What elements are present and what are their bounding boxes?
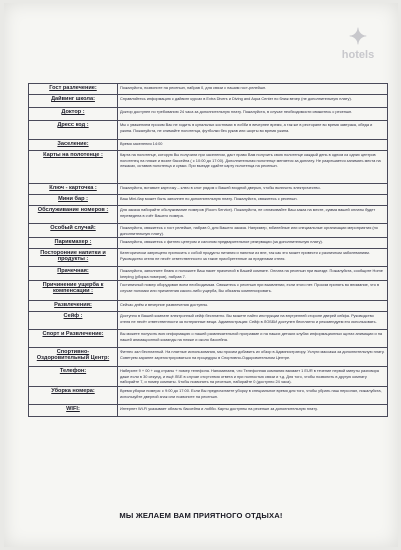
info-row	[29, 108, 388, 121]
info-row	[29, 301, 388, 312]
row-description: Категорически запрещено приносить с собой продукты питания и напитки из вне, так как это может привести к различным заболеваниям. Руководство отеля не несёт ответственности за такие приобретенные за пределами отеля.	[118, 249, 388, 267]
row-label: Ключ - карточка :	[29, 184, 118, 195]
info-row	[29, 405, 388, 417]
row-description: Пожалуйста, свяжитесь с фитнес центром и салоном предварительное резервации (за дополнительную плату).	[118, 238, 388, 249]
row-description: Мы с уважением просим Вас не ходить в купальных костюмах в лобби в вечернее время, а так же в ресторане во время завтрака, обеда и ужина. Пожалуйста, не снимайте полотенца, футболки без рукав или шорты во время ужина.	[118, 121, 388, 140]
row-description: Гостиничный номер оборудован всем необходимым. Свяжитесь с ресепшн при выявлении, если этого нет. Просим принять во внимание, что в случае поломки или причинения какого-либо ущерба, Вы обязаны компенсировать.	[118, 281, 388, 301]
closing-message: МЫ ЖЕЛАЕМ ВАМ ПРИЯТНОГО ОТДЫХА!	[119, 511, 283, 520]
row-description: Доступно в Вашей комнате электронный сейф бесплатно. Вы можете найти инструкции на внутренней стороне дверей сейфа. Руководство отеля не несёт ответственности за потерянные вещи. Администрация: Сейф в ЛОББИ доступен бесплатно и рекомендуем его использовать.	[118, 312, 388, 330]
row-label: Дресс код :	[29, 121, 118, 140]
logo-mark-icon: ✦	[348, 24, 368, 49]
row-label: Мини бар :	[29, 195, 118, 206]
info-row	[29, 184, 388, 195]
info-row	[29, 238, 388, 249]
row-description: Пожалуйста, вставьте карточку – ключ в слот рядом с Вашей входной дверью, чтобы включить электричество.	[118, 184, 388, 195]
row-label: Причинение ущерба к компенсации :	[29, 281, 118, 301]
info-row	[29, 281, 388, 301]
row-label: Дайвинг школа:	[29, 95, 118, 108]
row-description: Наберите 9 + 00 + код страны + номер телефона. Напоминаем, что Телефонная компания взимает 1 EUR в течение первой минуты разговора даже если в 30 секунд, и ещё ЛБЕ в случае отсутствия ответа и при полностью связи и т.д. Для того, чтобы позвонить в другую комнату набирайте 7, и номер комнаты. Чтобы позвонить на ресепшн, набирайте 0 (доступно 24 часа).	[118, 367, 388, 387]
row-description: Время уборки номера: с 9:00 до 17:00. Если Вы предпочитаете уборку в специальное время для того, чтобы убрать наш персонал, пожалуйста, используйте дверной знак или позвоните на ресепшн.	[118, 387, 388, 405]
row-description: Справляйтесь информацию с дайвинг курсах в Extra Divers и Diving and Aqua Center по ближ вечер (не дополнительную плату).	[118, 95, 388, 108]
hotel-info-table	[28, 83, 388, 417]
info-row	[29, 95, 388, 108]
row-label: Спортивно-Оздоровительный Центр:	[29, 348, 118, 367]
row-description: Фитнес зал бесплатный. На платные использования, мы просим добавить их обзор в Администратору. Услуги массажа за дополнительную плату. Советуем заранее зарегистрироваться на процедуры в Спортивно-Оздоровительном Центре.	[118, 348, 388, 367]
row-description: Пожалуйста, позвоните на ресепшн, набрав 0, для связи с нашим гост-релейшн.	[118, 84, 388, 95]
info-row	[29, 387, 388, 405]
row-description: Интернет Wi-Fi указывает область бассейна и лобби. Карты доступны на ресепшн за дополнительную плату.	[118, 405, 388, 417]
row-label: Спорт и Развлечение:	[29, 330, 118, 348]
info-row	[29, 367, 388, 387]
row-label: Прачечная:	[29, 267, 118, 281]
info-row	[29, 121, 388, 140]
row-label: Парикмахер :	[29, 238, 118, 249]
logo-text: hotels	[341, 49, 375, 62]
row-label: Уборка номера:	[29, 387, 118, 405]
row-label: Доктор :	[29, 108, 118, 121]
row-label: Заселение:	[29, 140, 118, 151]
info-row	[29, 249, 388, 267]
row-description: Вы можете получить всю информацию о нашей развлекательной программе и на наших детских клубах информационных щитах анимации и на нашей анимационной команды на пляже и около бассейна.	[118, 330, 388, 348]
row-description: Пожалуйста, свяжитесь с гост релейшн, набрав 0, для Вашего заказа. Например, юбилейные или специальные организации мероприятия (по дополнительную плату).	[118, 224, 388, 238]
info-row	[29, 312, 388, 330]
row-label: WIFI:	[29, 405, 118, 417]
row-label: Обслуживание номеров :	[29, 206, 118, 224]
row-label: Гост разлечение:	[29, 84, 118, 95]
document-sheet	[4, 3, 398, 547]
row-label: Телефон:	[29, 367, 118, 387]
row-label: Карты на полотенце :	[29, 151, 118, 184]
info-row	[29, 195, 388, 206]
info-row	[29, 224, 388, 238]
row-description: Карта на полотенце, которую Вы получили при заселении, даст право Вам получить свою полотенце каждый день в одном из одних центров полотенец на пляже и возле бассейна ( с 10:00 до 17:00). Дополнительная полотенце меняется за доплату. Не разрешается занимать места на лежаках, оставив полотенца и сумки. При выезде сдайте карту полотенца на ресепшн.	[118, 151, 388, 184]
row-description: Сейчас днём и вечерние развлечения доступны.	[118, 301, 388, 312]
row-description: Ваш Mini-бар может быть заполнен по дополнительную плату. Пожалуйста, свяжитесь с ресепшн.	[118, 195, 388, 206]
info-row	[29, 84, 388, 95]
info-row	[29, 140, 388, 151]
info-row	[29, 206, 388, 224]
row-description: Для заказа набирайте обслуживание номеров (Room Service). Пожалуйста, не оплачивайте Ваш заказ на месте, сумма вашей оплаты будет переведена в счёт Вашего номера.	[118, 206, 388, 224]
row-label: Развлечения:	[29, 301, 118, 312]
row-label: Посторонние напитки и продукты :	[29, 249, 118, 267]
info-row	[29, 330, 388, 348]
row-label: Сейф :	[29, 312, 118, 330]
row-label: Особый случай:	[29, 224, 118, 238]
info-row	[29, 267, 388, 281]
info-row	[29, 348, 388, 367]
row-description: Время заселения 14:00	[118, 140, 388, 151]
row-description: Доктор доступен по требованию 24 часа за дополнительную плату. Пожалуйста, в случае необходимости свяжитесь с ресепшн.	[118, 108, 388, 121]
info-row	[29, 151, 388, 184]
row-description: Пожалуйста, заполните бланк и положите Ваш пакет прачечной в Вашей комнате. Оплата на ресепшн при выезде. Пожалуйста, сообщите Home keeping (уборка номеров), набрав 7.	[118, 267, 388, 281]
